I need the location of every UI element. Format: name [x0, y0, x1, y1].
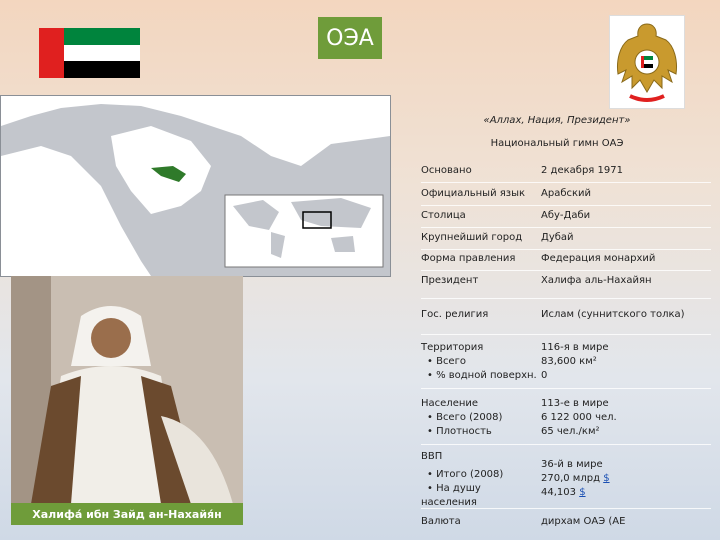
row-divider: [421, 444, 711, 445]
row-divider: [421, 205, 711, 206]
person-portrait-icon: [11, 276, 243, 504]
national-motto: «Аллах, Нация, Президент»: [483, 115, 631, 126]
population-rank: 113-е в мире: [541, 398, 609, 409]
row-divider: [421, 388, 711, 389]
capital-label: Столица: [421, 210, 466, 221]
religion-value: Ислам (суннитского толка): [541, 309, 685, 320]
row-divider: [421, 334, 711, 335]
population-density: 65 чел./км²: [541, 426, 600, 437]
page-title: ОЭА: [318, 17, 382, 59]
gdp-per-capita-label-2: населения: [421, 497, 477, 508]
president-photo: [11, 276, 243, 504]
founded-label: Основано: [421, 165, 472, 176]
region-map-image: [0, 95, 391, 277]
capital-value: Абу-Даби: [541, 210, 591, 221]
largest-city-value: Дубай: [541, 232, 574, 243]
gdp-rank: 36-й в мире: [541, 459, 603, 470]
coat-of-arms-image: [609, 15, 685, 109]
falcon-emblem-icon: [610, 16, 684, 108]
population-total: 6 122 000 чел.: [541, 412, 617, 423]
language-label: Официальный язык: [421, 188, 526, 199]
gdp-label: ВВП: [421, 451, 443, 462]
population-total-label: • Всего (2008): [427, 412, 503, 423]
territory-total: 83,600 км²: [541, 356, 597, 367]
gdp-per-capita: 44,103: [541, 487, 576, 498]
government-label: Форма правления: [421, 253, 516, 264]
largest-city-label: Крупнейший город: [421, 232, 523, 243]
government-value: Федерация монархий: [541, 253, 656, 264]
row-divider: [421, 182, 711, 183]
dollar-link[interactable]: $: [603, 473, 610, 484]
founded-value: 2 декабря 1971: [541, 165, 623, 176]
territory-water: 0: [541, 370, 548, 381]
gdp-total: 270,0 млрд: [541, 473, 601, 484]
gdp-total-label: • Итого (2008): [427, 469, 504, 480]
religion-label: Гос. религия: [421, 309, 489, 320]
population-label: Население: [421, 398, 479, 409]
territory-label: Территория: [421, 342, 484, 353]
territory-rank: 116-я в мире: [541, 342, 609, 353]
national-anthem-link[interactable]: Национальный гимн ОАЭ: [490, 138, 624, 149]
dollar-link[interactable]: $: [579, 487, 586, 498]
photo-caption: Халифа́ ибн Зайд ан-Нахайя́н: [11, 503, 243, 525]
gdp-per-capita-label: • На душу: [427, 483, 481, 494]
currency-label: Валюта: [421, 516, 461, 527]
arabian-peninsula-map-icon: [1, 96, 390, 276]
language-value: Арабский: [541, 188, 592, 199]
president-value: Халифа аль-Нахайян: [541, 275, 652, 286]
row-divider: [421, 508, 711, 509]
currency-value: дирхам ОАЭ (AE: [541, 516, 626, 527]
president-label: Президент: [421, 275, 479, 286]
territory-total-label: • Всего: [427, 356, 466, 367]
uae-flag-image: [39, 28, 140, 78]
row-divider: [421, 270, 711, 271]
row-divider: [421, 249, 711, 250]
population-density-label: • Плотность: [427, 426, 492, 437]
territory-water-label: • % водной поверхн.: [427, 370, 537, 381]
row-divider: [421, 227, 711, 228]
row-divider: [421, 298, 711, 299]
